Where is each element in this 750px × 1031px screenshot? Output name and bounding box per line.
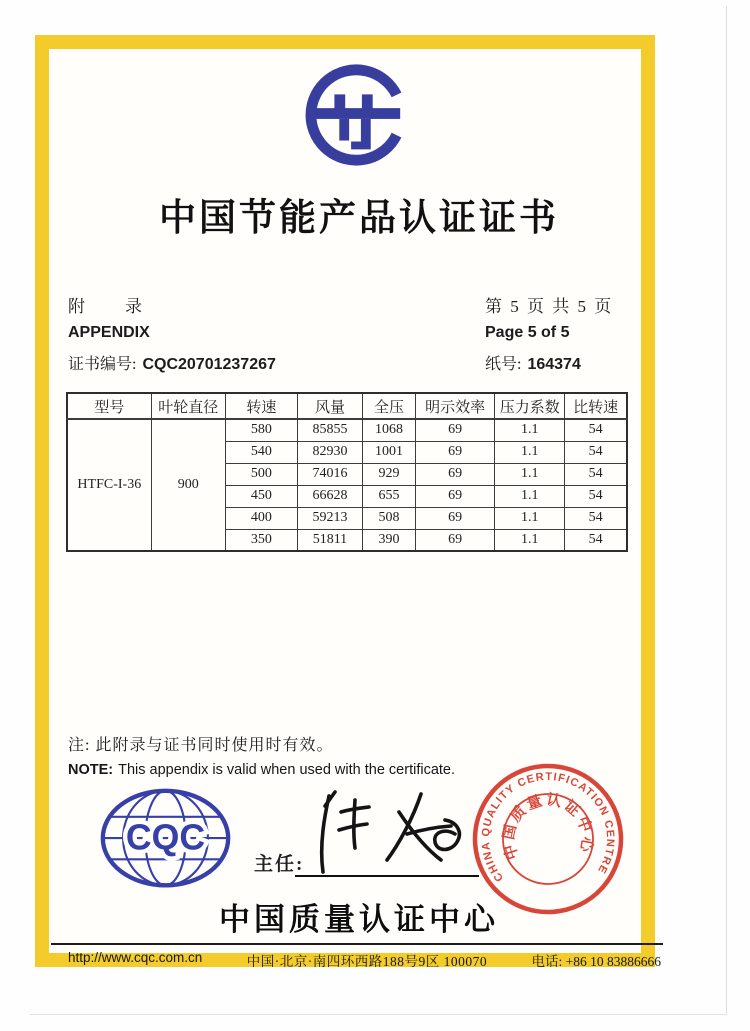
- cell: 390: [363, 529, 416, 551]
- col-header-speed: 转速: [225, 393, 297, 419]
- cell: 450: [225, 485, 297, 507]
- cell: 929: [363, 463, 416, 485]
- col-header-efficiency: 明示效率: [416, 393, 495, 419]
- cell: 54: [565, 529, 627, 551]
- energy-saving-logo-icon: [302, 61, 410, 169]
- cert-no-value: CQC20701237267: [142, 356, 276, 373]
- organization-name: 中国质量认证中心: [219, 902, 499, 937]
- cell: 54: [565, 463, 627, 485]
- paper-no-label: 纸号:: [485, 356, 522, 373]
- signature-line: [295, 875, 479, 877]
- cell: 350: [225, 529, 297, 551]
- appendix-label-en: APPENDIX: [68, 324, 150, 341]
- paper-no-value: 164374: [527, 356, 581, 373]
- director-label: 主任:: [254, 854, 305, 875]
- scan-page-edge: [726, 6, 727, 1014]
- seal-text-en: CHINA QUALITY CERTIFICATION CENTRE: [479, 770, 617, 884]
- seal-text-cn: 中国质量认证中心: [500, 791, 596, 862]
- certificate-title: 中国节能产品认证证书: [159, 197, 559, 238]
- cell: 1.1: [495, 441, 565, 463]
- cell: 85855: [297, 419, 362, 441]
- cell: 580: [225, 419, 297, 441]
- certificate-frame: [35, 35, 661, 969]
- cell: 1.1: [495, 507, 565, 529]
- cqc-logo-text: CQC: [125, 817, 206, 858]
- model-cell: HTFC-I-36: [67, 419, 151, 551]
- cell: 500: [225, 463, 297, 485]
- cell: 51811: [297, 529, 362, 551]
- cell: 69: [416, 507, 495, 529]
- col-header-pressure-coeff: 压力系数: [495, 393, 565, 419]
- col-header-airflow: 风量: [297, 393, 362, 419]
- footer-divider: [51, 943, 663, 945]
- cell: 69: [416, 485, 495, 507]
- col-header-impeller-diameter: 叶轮直径: [151, 393, 225, 419]
- col-header-model: 型号: [67, 393, 151, 419]
- footer-website: http://www.cqc.com.cn: [68, 950, 203, 965]
- appendix-label-cn: 附 录: [68, 297, 144, 316]
- cell: 69: [416, 441, 495, 463]
- cell: 82930: [297, 441, 362, 463]
- cell: 1.1: [495, 485, 565, 507]
- col-header-pressure: 全压: [363, 393, 416, 419]
- footer-address: 中国·北京·南四环西路188号9区 100070: [246, 954, 488, 969]
- cell: 540: [225, 441, 297, 463]
- page-info-block: [485, 292, 613, 374]
- note-en-text: This appendix is valid when used with the certificate.: [118, 762, 456, 778]
- performance-table: [66, 392, 628, 552]
- validity-note: [68, 732, 455, 778]
- cell: 54: [565, 485, 627, 507]
- cell: 508: [363, 507, 416, 529]
- footer-phone: +86 10 83886666: [565, 954, 661, 969]
- cell: 66628: [297, 485, 362, 507]
- page-info-cn: 第 5 页 共 5 页: [485, 297, 614, 316]
- impeller-diameter-cell: 900: [151, 419, 225, 551]
- cell: 69: [416, 419, 495, 441]
- cell: 54: [565, 507, 627, 529]
- cell: 1001: [363, 441, 416, 463]
- page-info-en: Page 5 of 5: [485, 324, 570, 341]
- cqc-globe-logo-icon: [98, 786, 233, 894]
- table-row: [67, 419, 627, 441]
- cell: 69: [416, 463, 495, 485]
- cell: 54: [565, 441, 627, 463]
- col-header-specific-speed: 比转速: [565, 393, 627, 419]
- cert-no-label: 证书编号:: [68, 356, 137, 373]
- cell: 1.1: [495, 419, 565, 441]
- footer-phone-label: 电话:: [531, 954, 563, 969]
- table-header-row: [67, 393, 627, 419]
- director-signature: [295, 782, 481, 878]
- footer: [49, 950, 669, 970]
- note-cn: 注: 此附录与证书同时使用时有效。: [68, 737, 334, 754]
- cell: 1.1: [495, 463, 565, 485]
- cell: 54: [565, 419, 627, 441]
- cell: 400: [225, 507, 297, 529]
- cell: 655: [363, 485, 416, 507]
- cell: 69: [416, 529, 495, 551]
- cell: 1068: [363, 419, 416, 441]
- svg-text:中国质量认证中心: [496, 787, 598, 862]
- appendix-block: [68, 292, 276, 374]
- cell: 1.1: [495, 529, 565, 551]
- cell: 74016: [297, 463, 362, 485]
- note-en-label: NOTE:: [68, 762, 114, 778]
- scan-page-edge-bottom: [30, 1014, 727, 1015]
- cell: 59213: [297, 507, 362, 529]
